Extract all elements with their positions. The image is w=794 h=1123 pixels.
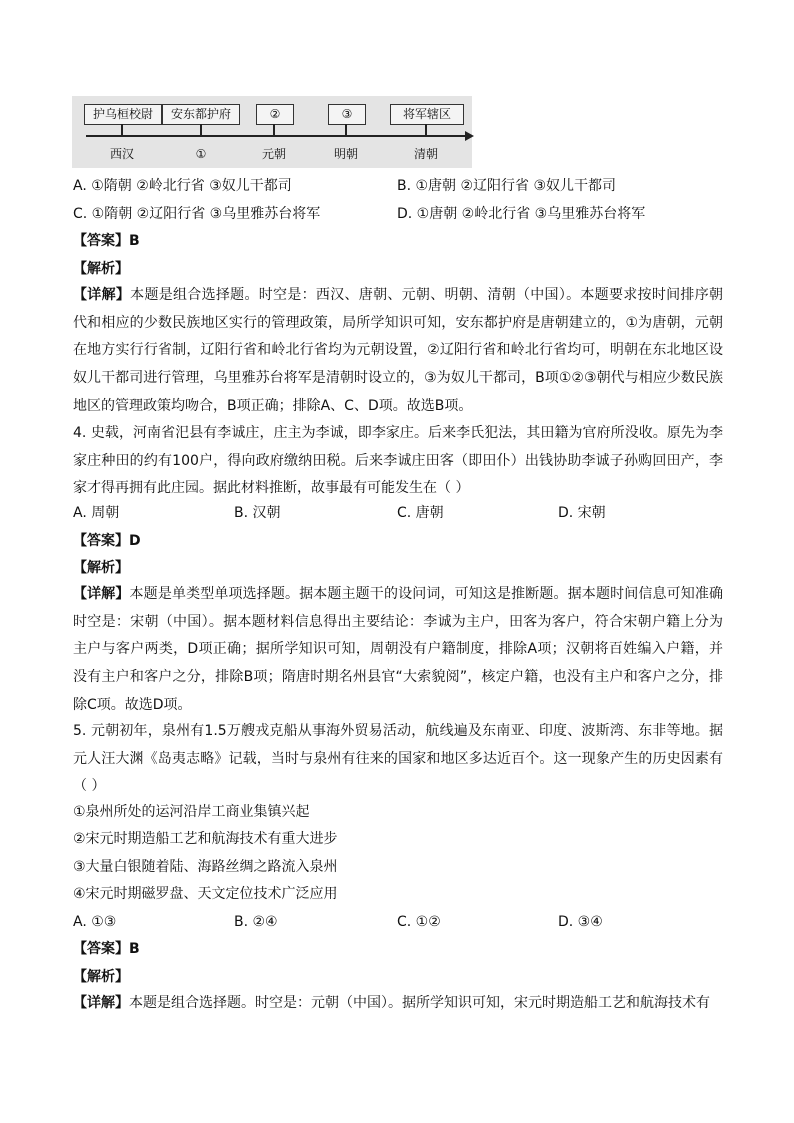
q3-detail [73,282,723,421]
timeline-box: 安东都护府 [162,104,240,125]
q4-detail [73,581,723,720]
q5-option-c: C. ①② [397,914,441,930]
q4-detail-text: 本题是单类型单项选择题。据本题主题干的设问词，可知这是推断题。据本题时间信息可知准确时空是：宋朝（中国）。据本题材料信息得出主要结论：李诚为主户，田客为客户，符合宋朝户籍上分为主户与客户两类，D项正确；据所学知识可知，周朝没有户籍制度，排除A项；汉朝将百姓编入户籍，并没有主户和客户之分，排除B项；隋唐时期名州县官“大索貌阅”，核定户籍，也没有主户和客户之分，排除C项。故选D项。 [73,586,724,713]
q4-option-b: B. 汉朝 [234,505,281,521]
timeline-box: 护乌桓校尉 [84,104,162,125]
q5-stem: 5. 元朝初年，泉州有1.5万艘戎克船从事海外贸易活动，航线遍及东南亚、印度、波斯湾、东非等地。据元人汪大渊《岛夷志略》记载，当时与泉州有往来的国家和地区多达近百个。这一现象产生的历史因素有（ ） [73,723,723,795]
q5-answer: 【答案】B [73,941,140,957]
q5-item-3: ③大量白银随着陆、海路丝绸之路流入泉州 [73,859,338,875]
q5-item-4: ④宋元时期磁罗盘、天文定位技术广泛应用 [73,886,338,902]
q4-answer: 【答案】D [73,533,141,549]
q3-option-c: C. ①隋朝 ②辽阳行省 ③乌里雅苏台将军 [73,206,321,222]
timeline-axis [86,135,468,137]
q5-option-b: B. ②④ [234,914,278,930]
timeline-box: ② [256,104,294,125]
q3-option-b: B. ①唐朝 ②辽阳行省 ③奴儿干都司 [397,178,617,194]
q5-detail-text: 本题是组合选择题。时空是：元朝（中国）。据所学知识可知，宋元时期造船工艺和航海技术有 [129,995,710,1011]
q5-item-1: ①泉州所处的运河沿岸工商业集镇兴起 [73,804,310,820]
q5-detail [73,990,723,1018]
timeline-era-label: 西汉 [109,147,135,161]
q5-analysis-heading: 【解析】 [73,969,129,985]
q3-answer: 【答案】B [73,233,140,249]
q5-detail-tag: 【详解】 [73,995,129,1011]
timeline-box: 将军辖区 [390,104,464,125]
q4-option-d: D. 宋朝 [558,505,606,521]
q4-detail-tag: 【详解】 [73,586,130,602]
timeline-arrow-icon [465,131,474,141]
q3-detail-text: 本题是组合选择题。时空是：西汉、唐朝、元朝、明朝、清朝（中国）。本题要求按时间排序朝代和相应的少数民族地区实行的管理政策，局所学知识可知，安东都护府是唐朝建立的，①为唐朝，元朝在地方实行行省制，辽阳行省和岭北行省均为元朝设置，②辽阳行省和岭北行省均可，明朝在东北地区设奴儿干都司进行管理，乌里雅苏台将军是清朝时设立的，③为奴儿干都司，B项①②③朝代与相应少数民族地区的管理政策均吻合，B项正确；排除A、C、D项。故选B项。 [73,287,723,414]
timeline-era-label: 清朝 [413,147,439,161]
q4-stem: 4. 史载，河南省汜县有李诚庄，庄主为李诚，即李家庄。后来李氏犯法，其田籍为官府所没收。原先为李家庄种田的约有100户，得向政府缴纳田税。后来李诚庄田客（即田仆）出钱协助李诚子孙购回田产，李家才得再拥有此庄园。据此材料推断，故事最有可能发生在（ ） [73,425,723,497]
timeline-era-label: 明朝 [333,147,359,161]
q3-detail-tag: 【详解】 [73,287,131,303]
q3-option-d: D. ①唐朝 ②岭北行省 ③乌里雅苏台将军 [397,206,646,222]
q4-option-a: A. 周朝 [73,505,120,521]
timeline-box: ③ [328,104,366,125]
q4-analysis-heading: 【解析】 [73,560,129,576]
q3-option-a: A. ①隋朝 ②岭北行省 ③奴儿干都司 [73,178,292,194]
q5-option-d: D. ③④ [558,914,603,930]
timeline-era-label: 元朝 [261,147,287,161]
timeline-figure [72,96,472,168]
q5-option-a: A. ①③ [73,914,117,930]
q5-item-2: ②宋元时期造船工艺和航海技术有重大进步 [73,831,338,847]
timeline-era-label: ① [195,147,207,161]
q3-analysis-heading: 【解析】 [73,261,129,277]
q4-option-c: C. 唐朝 [397,505,444,521]
